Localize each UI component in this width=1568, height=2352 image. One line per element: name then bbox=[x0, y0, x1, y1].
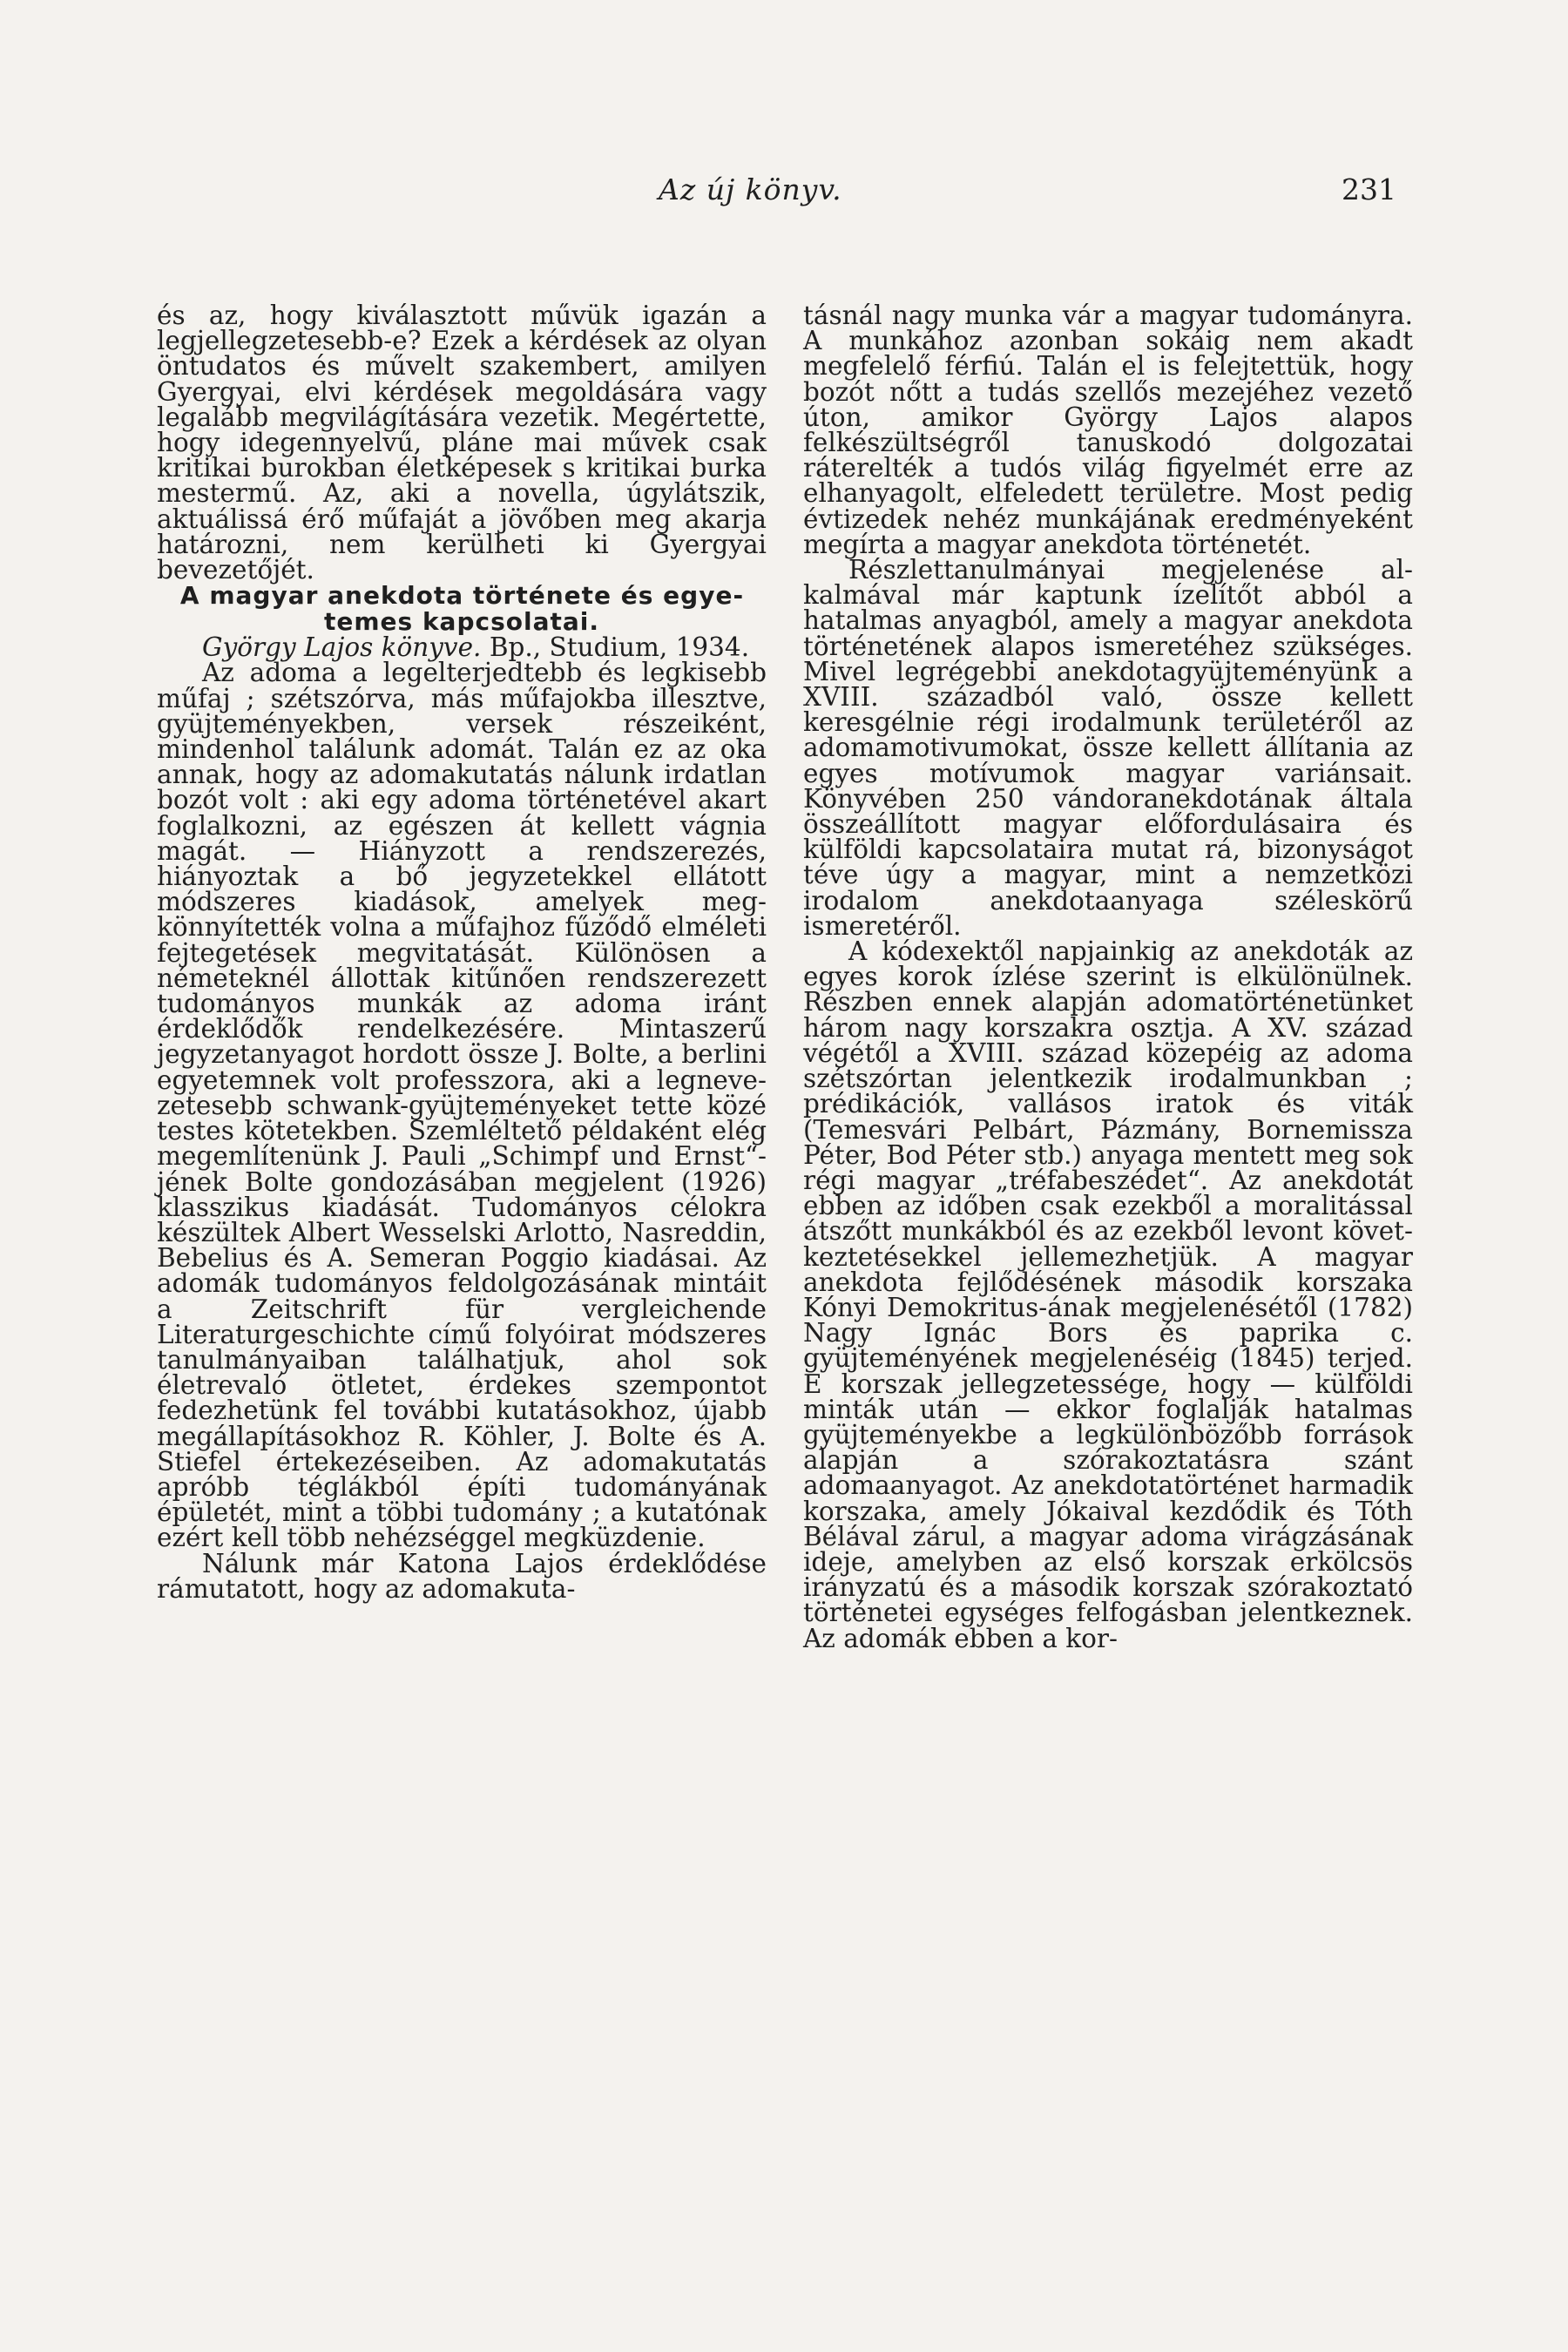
page-number: 231 bbox=[1342, 172, 1396, 206]
running-head bbox=[0, 172, 1568, 207]
right-paragraph-1: Részlettanulmányai megjelenése alkalmával már kaptunk ízelítőt abból a hatalmas anyagból, amely a magyar anekdota történetének alapos ismeretéhez szükséges. Mivel legrégebbi anekdotagyüjteményünk a XVIII. századból való, össze kellett keresgélnie régi irodalmunk területéről az adomamotivumokat, össze kellett állítania az egyes motívumok magyar variánsait. Könyvében 250 vándoranekdotának általa összeállított magyar előfordulásaira és külföldi kapcsolataira mutat rá, bizonyságot téve úgy a magyar, mint a nemzetközi irodalom anekdotaanyaga széleskörű ismeretéről. bbox=[803, 555, 1413, 941]
left-paragraph-2: Nálunk már Katona Lajos érdeklődése rámutatott, hogy az adomakuta- bbox=[157, 1548, 767, 1604]
left-paragraph-1: Az adoma a legelterjedtebb és legkisebb műfaj ; szétszórva, más műfajokba illesztve, gyüjteményekben, versek részeiként, mindenhol találunk adomát. Talán ez az oka annak, hogy az adomakutatás nálunk irdatlan bozót volt : aki egy adoma történetével akart foglalkozni, az egészen át kellett vágnia magát. — Hiányzott a rendszerezés, hiányoztak a bő jegyzetekkel ellátott módszeres kiadások, amelyek megkönnyítették volna a műfajhoz fűződő elméleti fejtegetések megvitatását. Különösen a németeknél állottak kitűnően rendszerezett tudományos munkák az adoma iránt érdeklődők rendelkezésére. Mintaszerű jegyzetanyagot hordott össze J. Bolte, a berlini egyetemnek volt professzora, aki a legnevezetesebb schwank-gyüjteményeket tette közé testes kötetekben. Szemléltető példaként elég megemlítenünk J. Pauli „Schimpf und Ernst“-jének Bolte gondozásában megjelent (1926) klasszikus kiadását. Tudományos célokra készültek Albert Wesselski Arlotto, Nasreddin, Bebelius és A. Semeran Poggio kiadásai. Az adomák tudományos feldolgozásának mintáit a Zeitschrift für vergleichende Literaturgeschichte című folyóirat módszeres tanulmányaiban találhatjuk, ahol sok életrevaló ötletet, érdekes szempontot fedezhetünk fel további kutatásokhoz, újabb megállapításokhoz R. Köhler, J. Bolte és A. Stiefel értekezéseiben. Az adomakutatás apróbb téglákból építi tudományának épületét, mint a többi tudomány ; a kutatónak ezért kell több nehézséggel megküzdenie. bbox=[157, 658, 767, 1553]
running-title: Az új könyv. bbox=[659, 172, 842, 206]
book-author: György Lajos könyve. bbox=[202, 632, 482, 663]
right-continuation-paragraph: tásnál nagy munka vár a magyar tudományra. A munkához azonban sokáig nem akadt megfelelő férfiú. Talán el is felejtettük, hogy bozót nőtt a tudás szellős mezejéhez vezető úton, amikor György Lajos alapos felkészültségről tanuskodó dolgozatai ráterelték a tudós világ figyelmét erre az elhanyagolt, elfeledett területre. Most pedig évtizedek nehéz munkájának eredményeként megírta a magyar anekdota történetét. bbox=[803, 301, 1413, 559]
bibliography-line bbox=[157, 632, 767, 663]
left-column bbox=[157, 303, 767, 1602]
review-heading: A magyar anekdota története és egyetemes kapcsolatai. bbox=[179, 581, 744, 637]
right-paragraph-2: A kódexektől napjainkig az anekdoták az egyes korok ízlése szerint is elkülönülnek. Részben ennek alapján adomatörténetünket három nagy korszakra osztja. A XV. század végétől a XVIII. század közepéig az adoma szétszórtan jelentkezik irodalmunkban ; prédikációk, vallásos iratok és viták (Temesvári Pelbárt, Pázmány, Bornemissza Péter, Bod Péter stb.) anyaga mentett meg sok régi magyar „tréfabeszédet“. Az anekdotát ebben az időben csak ezekből a moralitással átszőtt munkákból és az ezekből levont következtetésekkel jellemezhetjük. A magyar anekdota fejlődésének második korszaka Kónyi Demokritus-ának megjelenésétől (1782) Nagy Ignác Bors és paprika c. gyüjteményének megjelenéséig (1845) terjed. E korszak jellegzetessége, hogy — külföldi minták után — ekkor foglalják hatalmas gyüjteményekbe a legkülönbözőbb források alapján a szórakoztatásra szánt adomaanyagot. Az anekdotatörténet harmadik korszaka, amely Jókaival kezdődik és Tóth Bélával zárul, a magyar adoma virágzásának ideje, amelyben az első korszak erkölcsös irányzatú és a második korszak szórakoztató történetei egységes felfogásban jelentkeznek. Az adomák ebben a kor- bbox=[803, 936, 1413, 1653]
right-column bbox=[803, 303, 1413, 1652]
book-publication: Bp., Studium, 1934. bbox=[481, 632, 750, 663]
left-continuation-paragraph: és az, hogy kiválasztott művük igazán a legjellegzetesebb-e? Ezek a kérdések az olyan öntudatos és művelt szakembert, amilyen Gyergyai, elvi kérdések megoldására vagy legalább megvilágítására vezetik. Megértette, hogy idegennyelvű, pláne mai művek csak kritikai burokban életképesek s kritikai burka mestermű. Az, aki a novella, úgylátszik, aktuálissá érő műfaját a jövőben meg akarja határozni, nem kerülheti ki Gyergyai bevezetőjét. bbox=[157, 301, 767, 585]
